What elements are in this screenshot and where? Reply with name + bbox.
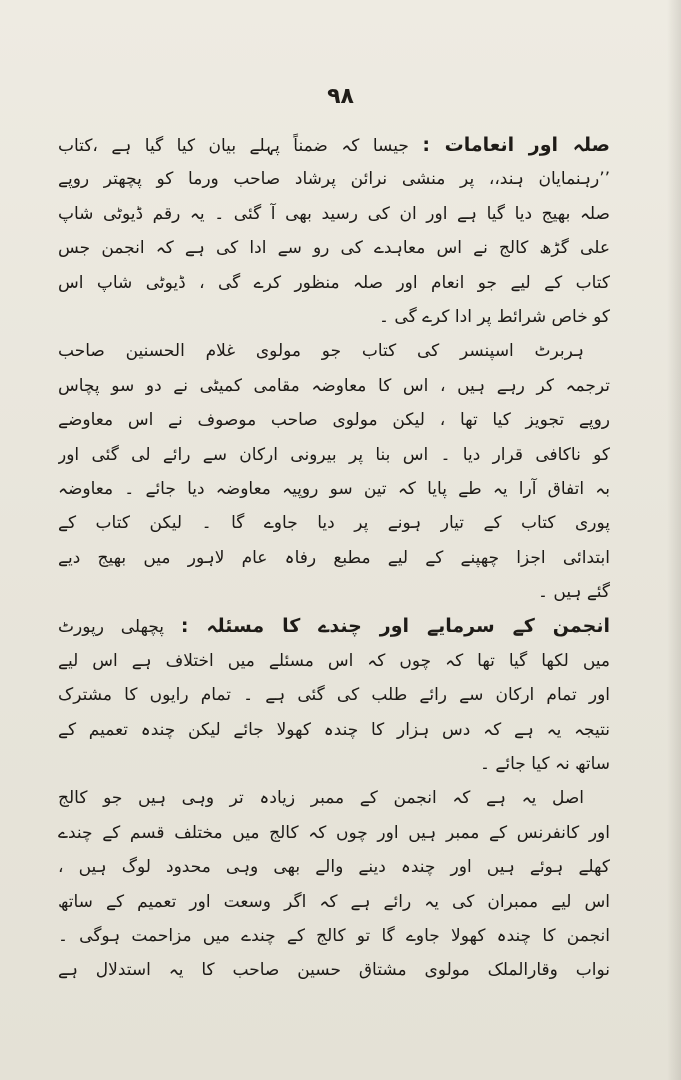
text-line-17: اور تمام ارکان سے رائے طلب کی گئی ہے ۔ تمام رایوں کا مشترک — [58, 685, 610, 706]
text-line-9: روپے تجویز کیا تھا ، لیکن مولوی صاحب موصوف نے اس معاوضے — [58, 410, 610, 431]
text-line-22: کھلے ہوئے ہیں اور چندہ دینے والے بھی وہی محدود لوگ ہیں ، — [58, 857, 610, 878]
text-line-25: نواب وقارالملک مولوی مشتاق حسین صاحب کا یہ استدلال ہے — [58, 960, 610, 981]
text-line-8: ترجمہ کر رہے ہیں ، اس کا معاوضہ مقامی کمیٹی نے دو سو پچاس — [58, 375, 610, 396]
text-line-18: نتیجہ یہ ہے کہ دس ہزار کا چندہ کھولا جائے لیکن چندہ تعمیم کے — [58, 719, 610, 740]
text-line-15 — [58, 609, 610, 643]
text-line-2: ’’رہنمایان ہند،، پر منشی نرائن پرشاد صاحب ورما کو پچھتر روپے — [58, 169, 610, 190]
text-line-6: کو خاص شرائط پر ادا کرے گی ۔ — [379, 306, 610, 327]
text-line-1 — [58, 128, 610, 162]
text-line-3: صلہ بھیج دیا گیا ہے اور ان کی رسید بھی آ گئی ۔ یہ رقم ڈیوٹی شاپ — [58, 203, 610, 224]
body-text — [58, 128, 610, 988]
text-line-5: کتاب کے لیے جو انعام اور صلہ منظور کرے گی ، ڈیوٹی شاپ اس — [58, 272, 610, 293]
text-line-10: کو ناکافی قرار دیا ۔ اس بنا پر بیرونی ارکان سے رائے لی گئی اور — [58, 444, 610, 465]
text-line-19: ساتھ نہ کیا جائے ۔ — [480, 754, 610, 775]
line-text: جیسا کہ ضمناً پہلے بیان کیا گیا ہے ،کتاب — [58, 136, 409, 156]
page-edge-shadow — [667, 0, 681, 1080]
text-line-21: اور کانفرنس کے ممبر ہیں اور چوں کہ کالج میں مختلف قسم کے چندے — [58, 822, 610, 843]
line-text: پچھلی رپورٹ — [58, 617, 165, 638]
section-heading-rewards: صلہ اور انعامات : — [422, 134, 610, 156]
text-line-16: میں لکھا گیا تھا کہ چوں کہ اس مسئلے میں اختلاف ہے اس لیے — [58, 650, 610, 671]
text-line-14: گئے ہیں ۔ — [538, 582, 610, 603]
page-number: ۹۸ — [327, 84, 354, 109]
text-line-12: پوری کتاب کے تیار ہونے پر دیا جاوے گا ۔ لیکن کتاب کے — [58, 513, 610, 534]
text-line-20: اصل یہ ہے کہ انجمن کے ممبر زیادہ تر وہی ہیں جو کالج — [58, 788, 584, 809]
section-heading-funds: انجمن کے سرمایے اور چندے کا مسئلہ : — [180, 615, 610, 638]
text-line-7: ہربرٹ اسپنسر کی کتاب جو مولوی غلام الحسنین صاحب — [58, 341, 584, 362]
text-line-13: ابتدائی اجزا چھپنے کے لیے مطبع رفاہ عام لاہور میں بھیج دیے — [58, 547, 610, 568]
text-line-11: بہ اتفاق آرا یہ طے پایا کہ تین سو روپیہ معاوضہ دیا جائے ۔ معاوضہ — [58, 478, 610, 499]
text-line-24: انجمن کا چندہ کھولا جاوے گا تو کالج کے چندے میں مزاحمت ہوگی ۔ — [58, 925, 610, 946]
text-line-4: علی گڑھ کالج نے اس معاہدے کی رو سے ادا کی ہے کہ انجمن جس — [58, 238, 610, 259]
text-line-23: اس لیے ممبران کی یہ رائے ہے کہ اگر وسعت اور تعمیم کے ساتھ — [58, 891, 610, 912]
